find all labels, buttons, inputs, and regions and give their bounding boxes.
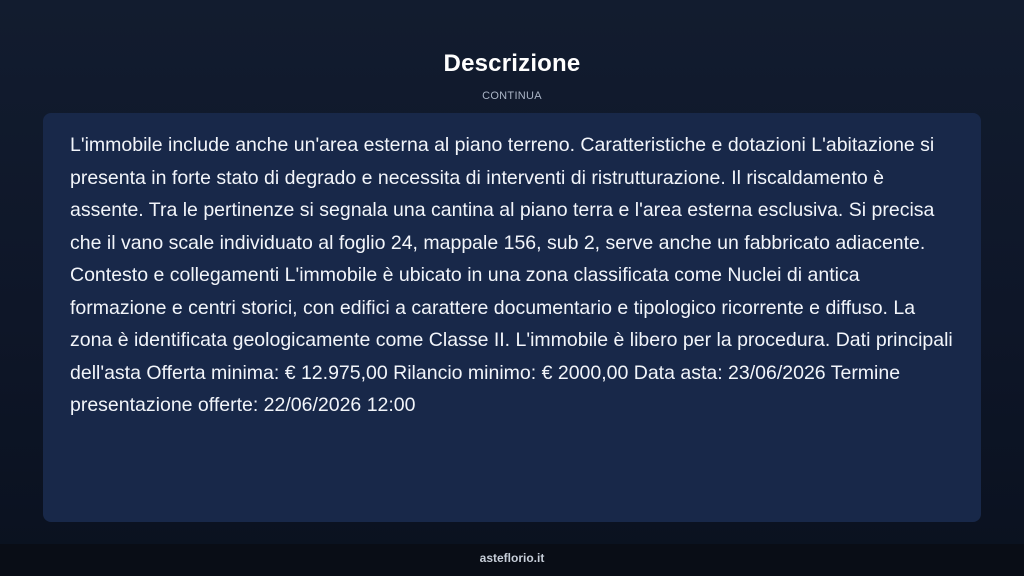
description-card <box>43 113 981 522</box>
description-text: L'immobile include anche un'area esterna al piano terreno. Caratteristiche e dotazioni L'abitazione si presenta in forte stato di degrado e necessita di interventi di ristrutturazione. Il riscaldamento è assente. Tra le pertinenze si segnala una cantina al piano terra e l'area esterna esclusiva. Si precisa che il vano scale individuato al foglio 24, mappale 156, sub 2, serve anche un fabbricato adiacente. Contesto e collegamenti L'immobile è ubicato in una zona classificata come Nuclei di antica formazione e centri storici, con edifici a carattere documentario e tipologico ricorrente e diffuso. La zona è identificata geologicamente come Classe II. L'immobile è libero per la procedura. Dati principali dell'asta Offerta minima: € 12.975,00 Rilancio minimo: € 2000,00 Data asta: 23/06/2026 Termine presentazione offerte: 22/06/2026 12:00 <box>70 134 953 416</box>
page-title: Descrizione <box>443 50 581 77</box>
footer-site-name: asteflorio.it <box>0 544 1024 576</box>
page-subtitle: CONTINUA <box>482 90 542 102</box>
